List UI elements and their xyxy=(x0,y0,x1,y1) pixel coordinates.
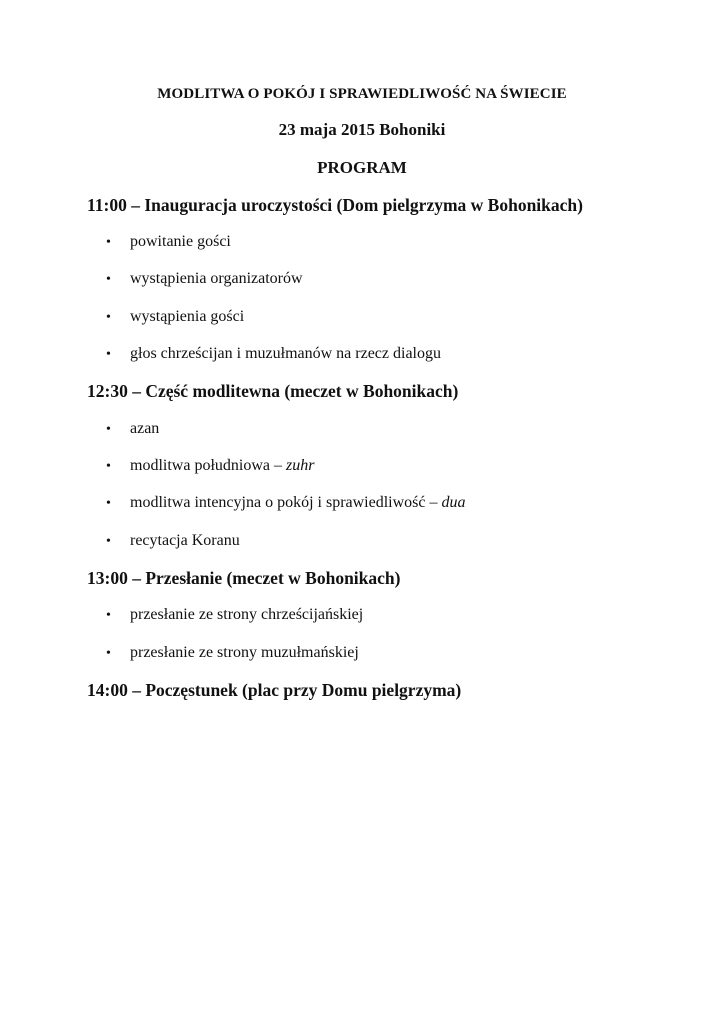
bullet-icon: • xyxy=(106,272,111,287)
section-heading-inauguration: 11:00 – Inauguracja uroczystości (Dom pielgrzyma w Bohonikach) xyxy=(87,195,583,215)
bullet-icon: • xyxy=(106,347,111,362)
list-item-text: przesłanie ze strony muzułmańskiej xyxy=(130,644,359,661)
list-item-text: recytacja Koranu xyxy=(130,532,240,549)
list-item-text: głos chrześcijan i muzułmanów na rzecz dialogu xyxy=(130,345,441,362)
list-item-text: wystąpienia gości xyxy=(130,308,245,325)
list-item-text: przesłanie ze strony chrześcijańskiej xyxy=(130,606,364,623)
list-item xyxy=(106,233,231,251)
list-item xyxy=(106,494,466,512)
list-item xyxy=(106,644,359,662)
list-item xyxy=(106,308,244,326)
section-heading-prayer: 12:30 – Część modlitewna (meczet w Bohonikach) xyxy=(87,381,459,401)
bullet-icon: • xyxy=(106,422,111,437)
list-item xyxy=(106,606,363,624)
list-item-emphasis: dua xyxy=(441,494,466,511)
bullet-icon: • xyxy=(106,646,111,661)
list-item xyxy=(106,457,314,475)
list-item-emphasis: zuhr xyxy=(285,457,315,474)
list-item-text: azan xyxy=(130,420,160,437)
list-item xyxy=(106,420,159,438)
list-item xyxy=(106,270,303,288)
bullet-icon: • xyxy=(106,534,111,549)
section-heading-refreshments: 14:00 – Poczęstunek (plac przy Domu pielgrzyma) xyxy=(87,680,462,700)
list-item-text: modlitwa południowa – xyxy=(130,457,286,474)
document-title: MODLITWA O POKÓJ I SPRAWIEDLIWOŚĆ NA ŚWIECIE xyxy=(157,86,567,102)
bullet-icon: • xyxy=(106,496,111,511)
bullet-icon: • xyxy=(106,459,111,474)
program-heading: PROGRAM xyxy=(317,158,407,177)
list-item-text: powitanie gości xyxy=(130,233,231,250)
bullet-icon: • xyxy=(106,310,111,325)
section-heading-message: 13:00 – Przesłanie (meczet w Bohonikach) xyxy=(87,568,401,588)
list-item-text: wystąpienia organizatorów xyxy=(130,270,303,287)
bullet-icon: • xyxy=(106,235,111,250)
list-item-text: modlitwa intencyjna o pokój i sprawiedliwość – xyxy=(130,494,442,511)
list-item xyxy=(106,345,441,363)
event-date-place: 23 maja 2015 Bohoniki xyxy=(278,120,446,139)
list-item xyxy=(106,532,240,550)
bullet-icon: • xyxy=(106,608,111,623)
